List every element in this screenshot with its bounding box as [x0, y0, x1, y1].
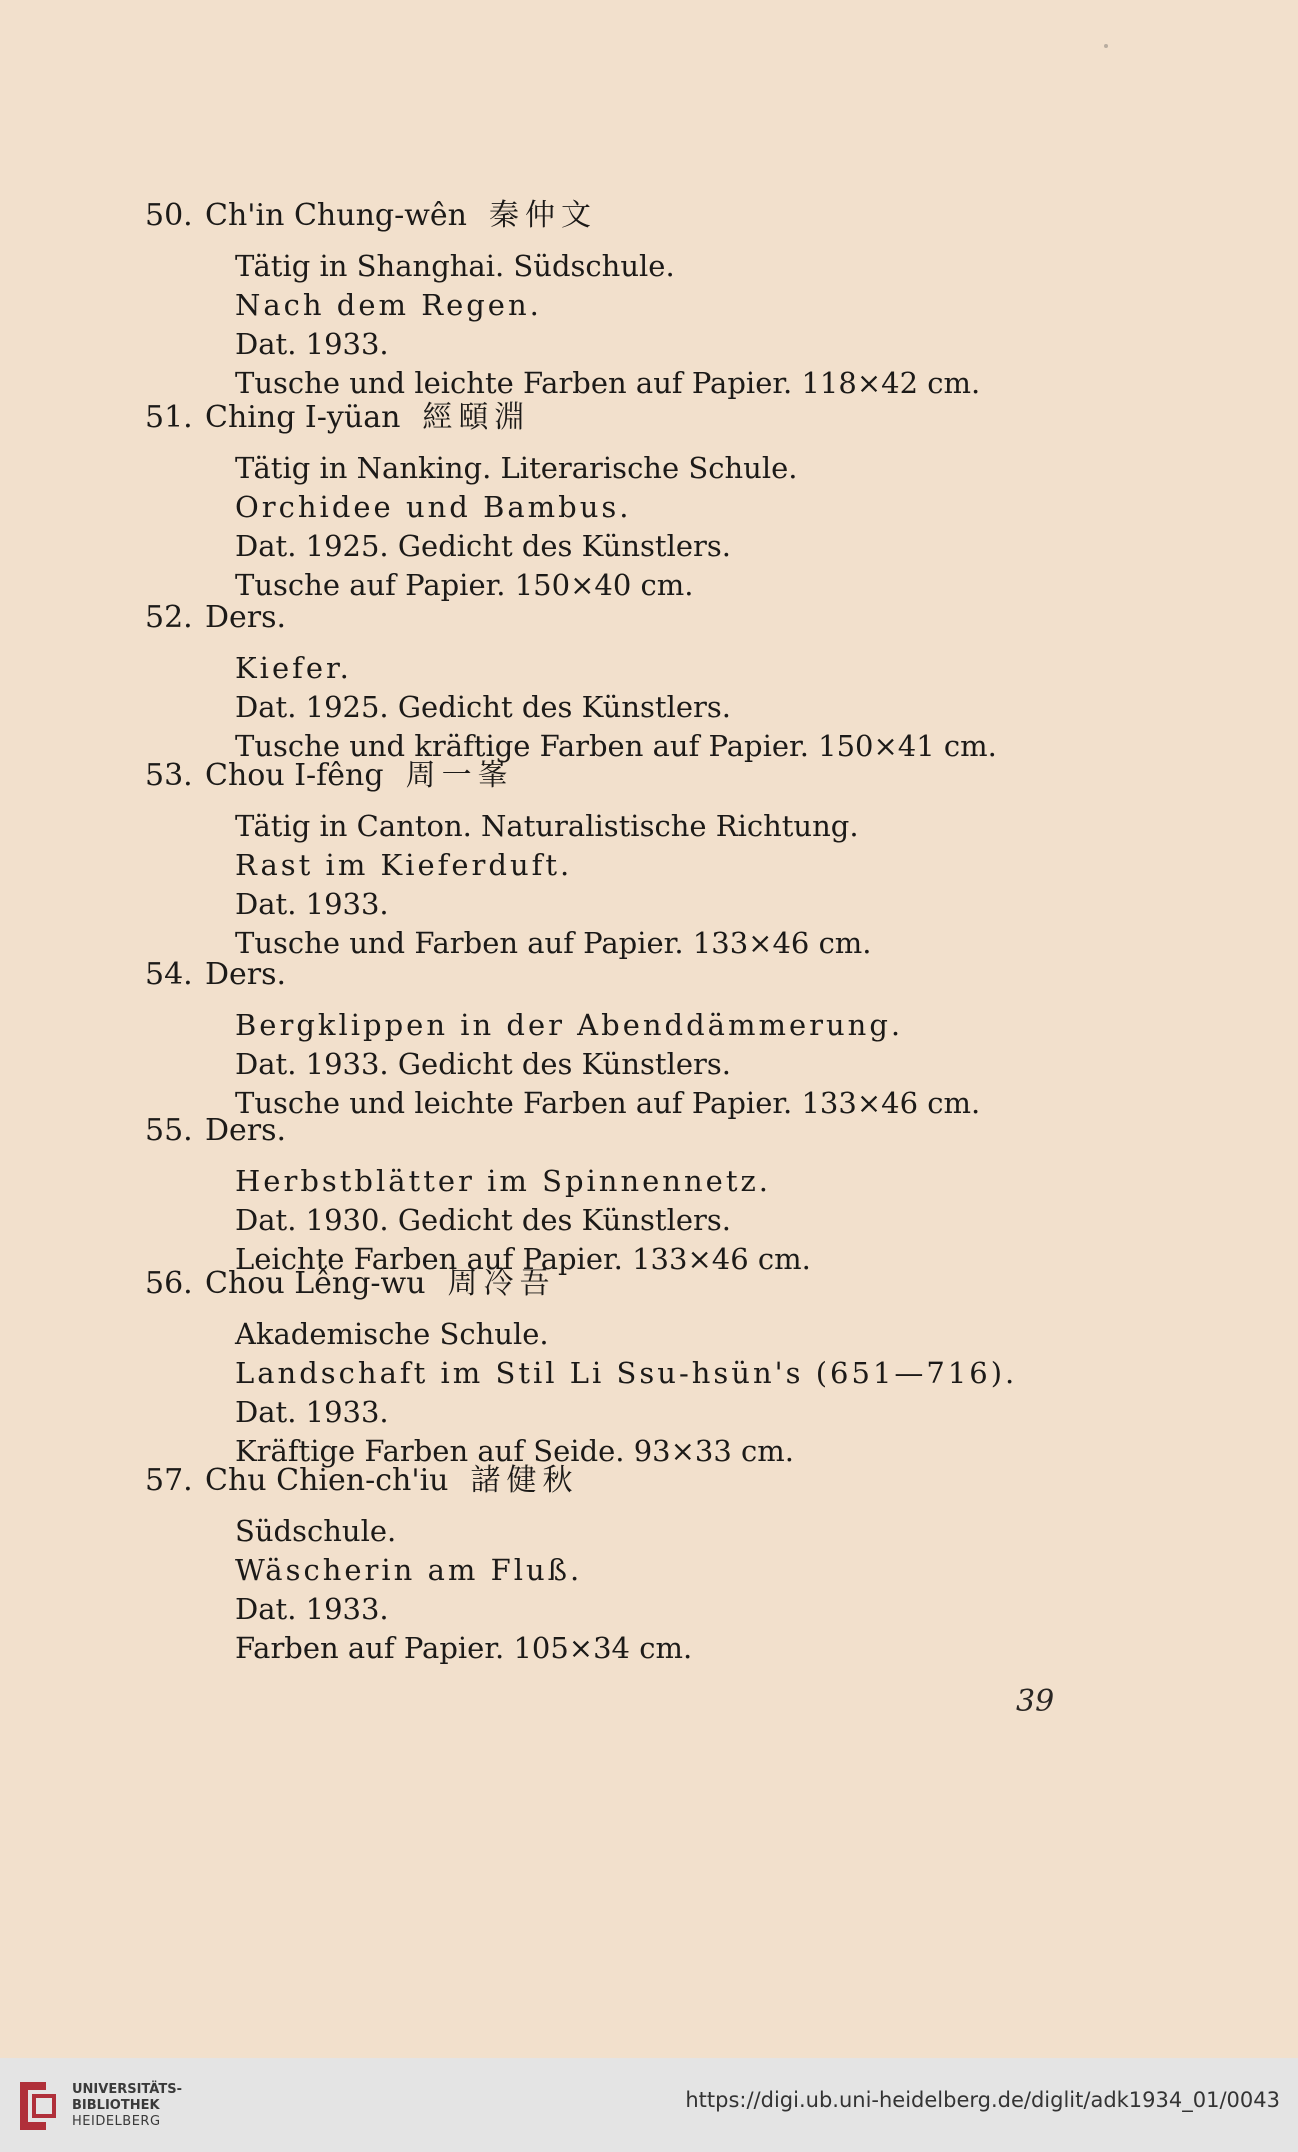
entry-line: Dat. 1925. Gedicht des Künstlers.	[235, 529, 731, 563]
catalog-entry	[0, 587, 1298, 766]
entry-number: 54.	[145, 957, 193, 992]
paper-speck	[1104, 44, 1108, 48]
entry-line: Tätig in Canton. Naturalistische Richtung.	[235, 809, 859, 843]
entry-number: 53.	[145, 758, 193, 793]
painting-title: Herbstblätter im Spinnennetz.	[235, 1164, 771, 1198]
catalog-entry	[0, 1450, 1298, 1668]
entry-line: Tusche auf Papier. 150×40 cm.	[235, 568, 694, 602]
entry-number: 52.	[145, 600, 193, 635]
entry-number: 51.	[145, 400, 193, 435]
artist-name: Ching I-yüan 經頤淵	[205, 400, 531, 435]
artist-name: Ders.	[205, 1113, 287, 1148]
entry-line: Akademische Schule.	[235, 1317, 549, 1351]
entry-line: Südschule.	[235, 1514, 397, 1548]
entry-heading	[0, 745, 1298, 807]
entry-heading	[0, 944, 1298, 1006]
library-logo-text: UNIVERSITÄTS- BIBLIOTHEK HEIDELBERG	[72, 2082, 182, 2129]
entry-line: Farben auf Papier. 105×34 cm.	[235, 1631, 693, 1665]
painting-title: Kiefer.	[235, 651, 352, 685]
chinese-name: 周冷吾	[447, 1266, 556, 1301]
entry-line: Leichte Farben auf Papier. 133×46 cm.	[235, 1242, 811, 1276]
entry-line: Tusche und leichte Farben auf Papier. 118×42 cm.	[235, 366, 981, 400]
entry-line: Dat. 1933.	[235, 1592, 389, 1626]
entry-heading	[0, 1253, 1298, 1315]
entry-line: Tätig in Nanking. Literarische Schule.	[235, 451, 798, 485]
artist-name: Chou I-fêng 周一峯	[205, 758, 514, 793]
viewer-footer	[0, 2058, 1298, 2152]
catalog-entry	[0, 185, 1298, 403]
entry-line: Dat. 1933.	[235, 1395, 389, 1429]
entry-heading	[0, 1450, 1298, 1512]
painting-title: Orchidee und Bambus.	[235, 490, 632, 524]
entry-number: 55.	[145, 1113, 193, 1148]
entry-line: Kräftige Farben auf Seide. 93×33 cm.	[235, 1434, 795, 1468]
entry-number: 56.	[145, 1266, 193, 1301]
entry-heading	[0, 1100, 1298, 1162]
entry-number: 50.	[145, 198, 193, 233]
entry-heading	[0, 587, 1298, 649]
catalog-entry	[0, 1253, 1298, 1471]
artist-name: Ders.	[205, 957, 287, 992]
painting-title: Bergklippen in der Abenddämmerung.	[235, 1008, 904, 1042]
entry-number: 57.	[145, 1463, 193, 1498]
entry-heading	[0, 185, 1298, 247]
library-logo-icon	[14, 2076, 60, 2136]
catalog-entry	[0, 944, 1298, 1123]
entry-line: Tusche und leichte Farben auf Papier. 133×46 cm.	[235, 1086, 981, 1120]
entry-line: Dat. 1933.	[235, 327, 389, 361]
entry-line: Dat. 1933.	[235, 887, 389, 921]
entry-line: Tusche und Farben auf Papier. 133×46 cm.	[235, 926, 872, 960]
painting-title: Nach dem Regen.	[235, 288, 542, 322]
chinese-name: 秦仲文	[489, 198, 597, 233]
painting-title: Rast im Kieferduft.	[235, 848, 573, 882]
entry-line: Tusche und kräftige Farben auf Papier. 150×41 cm.	[235, 729, 997, 763]
artist-name: Chou Lêng-wu 周冷吾	[205, 1266, 556, 1301]
chinese-name: 諸健秋	[470, 1463, 579, 1498]
chinese-name: 周一峯	[405, 758, 514, 793]
chinese-name: 經頤淵	[422, 400, 531, 435]
artist-name: Ders.	[205, 600, 287, 635]
painting-title: Wäscherin am Fluß.	[235, 1553, 583, 1587]
painting-title: Landschaft im Stil Li Ssu-hsün's (651—716).	[235, 1356, 1018, 1390]
source-url-link[interactable]: https://digi.ub.uni-heidelberg.de/diglit/adk1934_01/0043	[685, 2088, 1280, 2112]
page-number: 39	[1016, 1684, 1055, 1719]
artist-name: Ch'in Chung-wên 秦仲文	[205, 198, 597, 233]
entry-heading	[0, 387, 1298, 449]
catalog-entry	[0, 745, 1298, 963]
entry-line: Tätig in Shanghai. Südschule.	[235, 249, 675, 283]
entry-line: Dat. 1933. Gedicht des Künstlers.	[235, 1047, 731, 1081]
entry-line: Dat. 1930. Gedicht des Künstlers.	[235, 1203, 731, 1237]
catalog-entry	[0, 387, 1298, 605]
artist-name: Chu Chien-ch'iu 諸健秋	[205, 1463, 579, 1498]
entry-line: Dat. 1925. Gedicht des Künstlers.	[235, 690, 731, 724]
